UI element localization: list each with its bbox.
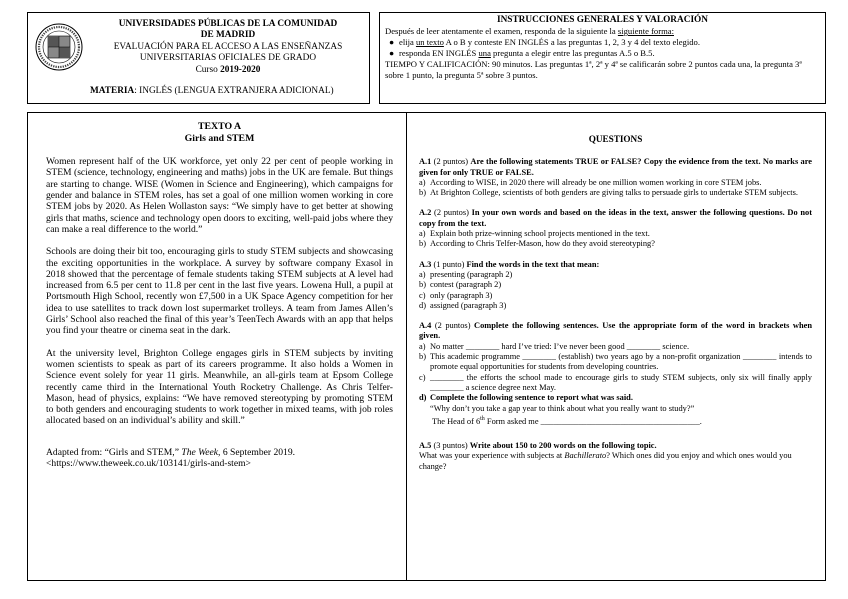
question-item: b) At Brighton College, scientists of both genders are giving talks to persuade girls to undertake STEM subjects. xyxy=(419,188,798,198)
instructions-title: INSTRUCCIONES GENERALES Y VALORACIÓN xyxy=(496,15,709,25)
text-a-source: Adapted from: “Girls and STEM,” The Week, 6 September 2019. <https://www.theweek.co.uk/103141/girls-and-stem> xyxy=(46,447,393,470)
exam-name-line-1: EVALUACIÓN PARA EL ACCESO A LAS ENSEÑANZAS xyxy=(113,41,343,52)
instructions-intro: Después de leer atentamente el examen, responda de la siguiente la siguiente forma: xyxy=(385,26,674,36)
text-a-column xyxy=(46,121,393,469)
question-item: b) According to Chris Telfer-Mason, how do they avoid stereotyping? xyxy=(419,239,655,249)
university-header xyxy=(27,12,370,104)
university-name-line-2: DE MADRID xyxy=(200,30,256,41)
question-item: b) contest (paragraph 2) xyxy=(419,280,502,290)
questions-column xyxy=(419,134,812,482)
question-item: c) only (paragraph 3) xyxy=(419,290,493,300)
text-a-paragraph-3: At the university level, Brighton College engages girls in STEM subjects by inviting women scientists to speak as part of its careers programme. It also holds a Women in Science event solely for year 11 girls. Meanwhile, an all-girls team at Epsom College recently came third in the International Youth Rocketry Challenge. As Chris Telfer-Mason, head of physics, explains: “We have removed stereotyping by promoting STEM to both genders and encouraging students to work together in mixed teams, with job roles allocated based on an individual’s ability and skill.” xyxy=(46,347,393,427)
exam-name-line-2: UNIVERSITARIAS OFICIALES DE GRADO xyxy=(139,53,317,64)
question-a5: A.5 (3 puntos) Write about 150 to 200 words on the following topic. What was your experience with subjects at Bachillerato? Which ones did you enjoy and which ones would you change? xyxy=(419,441,812,472)
question-item: a) No matter ________ hard I’ve tried: I’ve never been good ________ science. xyxy=(419,341,690,351)
question-item: d) assigned (paragraph 3) xyxy=(419,300,507,310)
question-a4: A.4 (2 puntos) Complete the following sentences. Use the appropriate form of the word in brackets when given. a) No matter ________ hard I’ve tried: I’ve never been good ________ science. b) This academic programme ________ (establish) two years ago by a non-profit organization ________ intends to promote equal opportunities for students from developing countries. c) ________ the efforts the school made to encourage girls to study STEM subjects, only six will finally apply ________ a science degree next May. d) Complete the following sentence to report what was said. “Why don’t you take a gap year to think about what you really want to study?” The Head of 6th Form asked me ______________________________________. xyxy=(419,321,812,426)
course-year: Curso 2019-2020 xyxy=(195,64,261,75)
question-item: a) presenting (paragraph 2) xyxy=(419,269,513,279)
text-a-paragraph-1: Women represent half of the UK workforce, yet only 22 per cent of people working in STEM (science, technology, engineering and maths) jobs in the UK are female. But things are starting to change. WISE (Women in Science and Engineering), which campaigns for gender and balance in STEM roles, has set a goal of one million women working in core STEM jobs by 2020. As Helen Wollaston says: “We simply have to get better at showing girls that maths, science and technology open doors to exciting, well-paid jobs where they can make a real difference to the world.” xyxy=(46,156,393,235)
question-item: a) According to WISE, in 2020 there will already be one million women working in core STEM jobs. xyxy=(419,177,762,187)
question-item: b) This academic programme ________ (establish) two years ago by a non-profit organization ________ intends to promote equal opportunities for students from developing countries. xyxy=(419,352,812,372)
question-a1: A.1 (2 puntos) Are the following statements TRUE or FALSE? Copy the evidence from the text. No marks are given for only TRUE or FALSE. a) According to WISE, in 2020 there will already be one million women working in core STEM jobs. b) At Brighton College, scientists of both genders are giving talks to persuade girls to undertake STEM subjects. xyxy=(419,157,812,198)
column-divider xyxy=(406,113,407,580)
questions-title: QUESTIONS xyxy=(588,134,643,144)
question-item: d) Complete the following sentence to report what was said. “Why don’t you take a gap year to think about what you really want to study?” The Head of 6th Form asked me ______________________________________. xyxy=(419,393,702,426)
question-a2: A.2 (2 puntos) In your own words and based on the ideas in the text, answer the following questions. Do not copy from the text. a) Explain both prize-winning school projects mentioned in the text. b) According to Chris Telfer-Mason, how do they avoid stereotyping? xyxy=(419,208,812,249)
question-item: a) Explain both prize-winning school projects mentioned in the text. xyxy=(419,229,650,239)
text-a-paragraph-2: Schools are doing their bit too, encouraging girls to study STEM subjects and showcasing the exciting opportunities in the workplace. A survey by software company Exasol in 2018 showed that the percentage of female students taking STEM subjects at A level had increased from 6.5 per cent to 11.8 per cent in the last five years. Lowena Hull, a pupil at Portsmouth High School, recently won £7,500 in a UK Space Agency competition for her idea to use satellites to track down lost supermarket trolleys. A team from James Allen’s Girls’ School also reached the final of this year’s TeenTech Awards with an app that helps you find your theatre or cinema seat in the dark. xyxy=(46,246,393,337)
subject-line: MATERIA: INGLÉS (LENGUA EXTRANJERA ADICIONAL) xyxy=(90,86,334,96)
university-seal-icon xyxy=(35,23,83,71)
question-a5-prompt: What was your experience with subjects at Bachillerato? Which ones did you enjoy and which ones would you change? xyxy=(419,451,792,471)
source-url: <https://www.theweek.co.uk/103141/girls-and-stem> xyxy=(46,458,251,470)
instructions-box xyxy=(379,12,826,104)
timing-grading: TIEMPO Y CALIFICACIÓN: 90 minutos. Las preguntas 1ª, 2ª y 4ª se calificarán sobre 2 puntos cada una, la pregunta 3ª sobre 1 punto, la pregunta 5ª sobre 3 puntos. xyxy=(385,59,802,80)
text-a-title: TEXTO A Girls and STEM xyxy=(184,121,255,144)
exam-body xyxy=(27,112,826,581)
question-a3: A.3 (1 punto) Find the words in the text that mean: a) presenting (paragraph 2) b) contest (paragraph 2) c) only (paragraph 3) d) assigned (paragraph 3) xyxy=(419,260,812,311)
instruction-bullet-2: ● responda EN INGLÉS una pregunta a elegir entre las preguntas A.5 o B.5. xyxy=(389,48,655,58)
question-item: c) ________ the efforts the school made to encourage girls to study STEM subjects, only six will finally apply ________ a science degree next May. xyxy=(419,372,812,392)
instruction-bullet-1: ● elija un texto A o B y conteste EN INGLÉS a las preguntas 1, 2, 3 y 4 del texto elegido. xyxy=(389,37,700,47)
university-name-line-1: UNIVERSIDADES PÚBLICAS DE LA COMUNIDAD xyxy=(118,19,338,29)
